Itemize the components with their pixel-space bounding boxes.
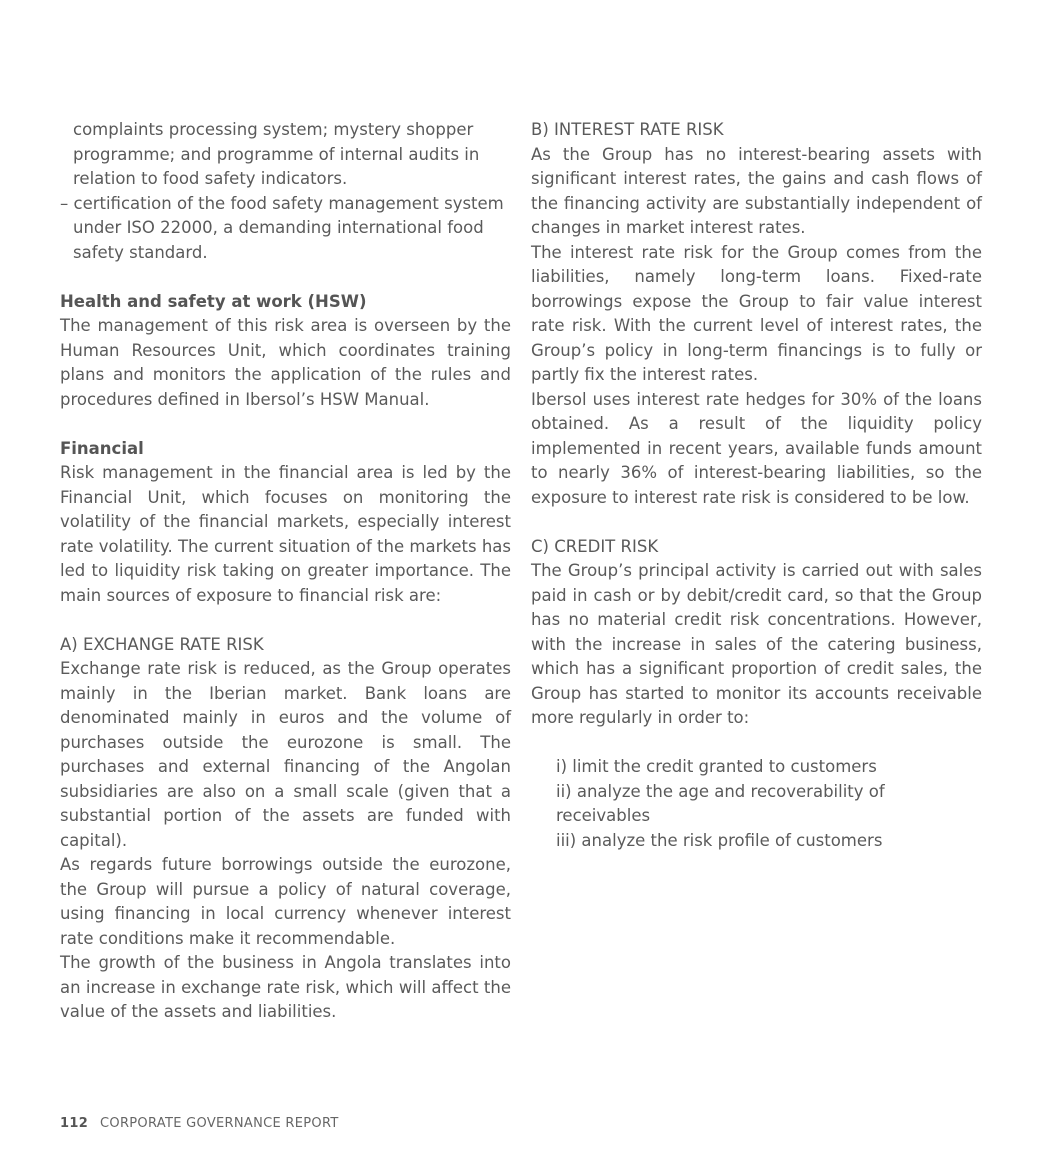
interest-rate-heading: B) INTEREST RATE RISK — [531, 120, 724, 139]
interest-rate-paragraph-3: Ibersol uses interest rate hedges for 30% of the loans obtained. As a result of the liquidity policy implemented in recent years, available funds amount to nearly 36% of interest-bearing liabilities, so the exposure to interest rate risk is considered to be low. — [531, 389, 982, 507]
intro-list-item: – certification of the food safety management system under ISO 22000, a demanding international food safety standard. — [60, 193, 504, 262]
exchange-rate-paragraph-2: As regards future borrowings outside the eurozone, the Group will pursue a policy of natural coverage, using financing in local currency whenever interest rate conditions make it recommendable. — [60, 855, 511, 948]
page-number: 112 — [60, 1116, 89, 1131]
left-column — [60, 118, 511, 1025]
credit-risk-heading: C) CREDIT RISK — [531, 536, 659, 556]
exchange-rate-paragraph-1: Exchange rate risk is reduced, as the Group operates mainly in the Iberian market. Bank loans are denominated mainly in euros and the volume of purchases outside the eurozone is small. The purchases and external financing of the Angolan subsidiaries are also on a small scale (given that a substantial portion of the assets are funded with capital). — [60, 659, 511, 850]
intro-continuation: complaints processing system; mystery shopper programme; and programme of internal audits in relation to food safety indicators. — [73, 120, 480, 188]
hsw-paragraph: The management of this risk area is overseen by the Human Resources Unit, which coordinates training plans and monitors the application of the rules and procedures defined in Ibersol’s HSW Manual. — [60, 316, 511, 409]
right-column — [531, 118, 982, 853]
financial-paragraph: Risk management in the financial area is led by the Financial Unit, which focuses on monitoring the volatility of the financial markets, especially interest rate volatility. The current situation of the markets has led to liquidity risk taking on greater importance. The main sources of exposure to financial risk are: — [60, 463, 511, 605]
exchange-rate-paragraph-3: The growth of the business in Angola translates into an increase in exchange rate risk, which will affect the value of the assets and liabilities. — [60, 953, 511, 1021]
interest-rate-paragraph-1: As the Group has no interest-bearing assets with significant interest rates, the gains and cash flows of the financing activity are substantially independent of changes in market interest rates. — [531, 144, 982, 237]
credit-risk-paragraph: The Group’s principal activity is carried out with sales paid in cash or by debit/credit card, so that the Group has no material credit risk concentrations. However, with the increase in sales of the catering business, which has a significant proportion of credit sales, the Group has started to monitor its accounts receivable more regularly in order to: — [531, 561, 982, 727]
list-item: ii) analyze the age and recoverability of receivables — [556, 781, 885, 825]
report-title: CORPORATE GOVERNANCE REPORT — [100, 1116, 339, 1131]
list-item: i) limit the credit granted to customers — [556, 757, 877, 776]
interest-rate-paragraph-2: The interest rate risk for the Group comes from the liabilities, namely long-term loans. Fixed-rate borrowings expose the Group to fair value interest rate risk. With the current level of interest rates, the Group’s policy in long-term financings is to fully or partly fix the interest rates. — [531, 242, 982, 384]
list-item: iii) analyze the risk profile of customers — [556, 830, 883, 850]
credit-risk-list — [531, 755, 982, 853]
hsw-heading: Health and safety at work (HSW) — [60, 291, 367, 311]
page-footer — [60, 1112, 339, 1137]
exchange-rate-heading: A) EXCHANGE RATE RISK — [60, 634, 264, 654]
financial-heading: Financial — [60, 438, 144, 458]
